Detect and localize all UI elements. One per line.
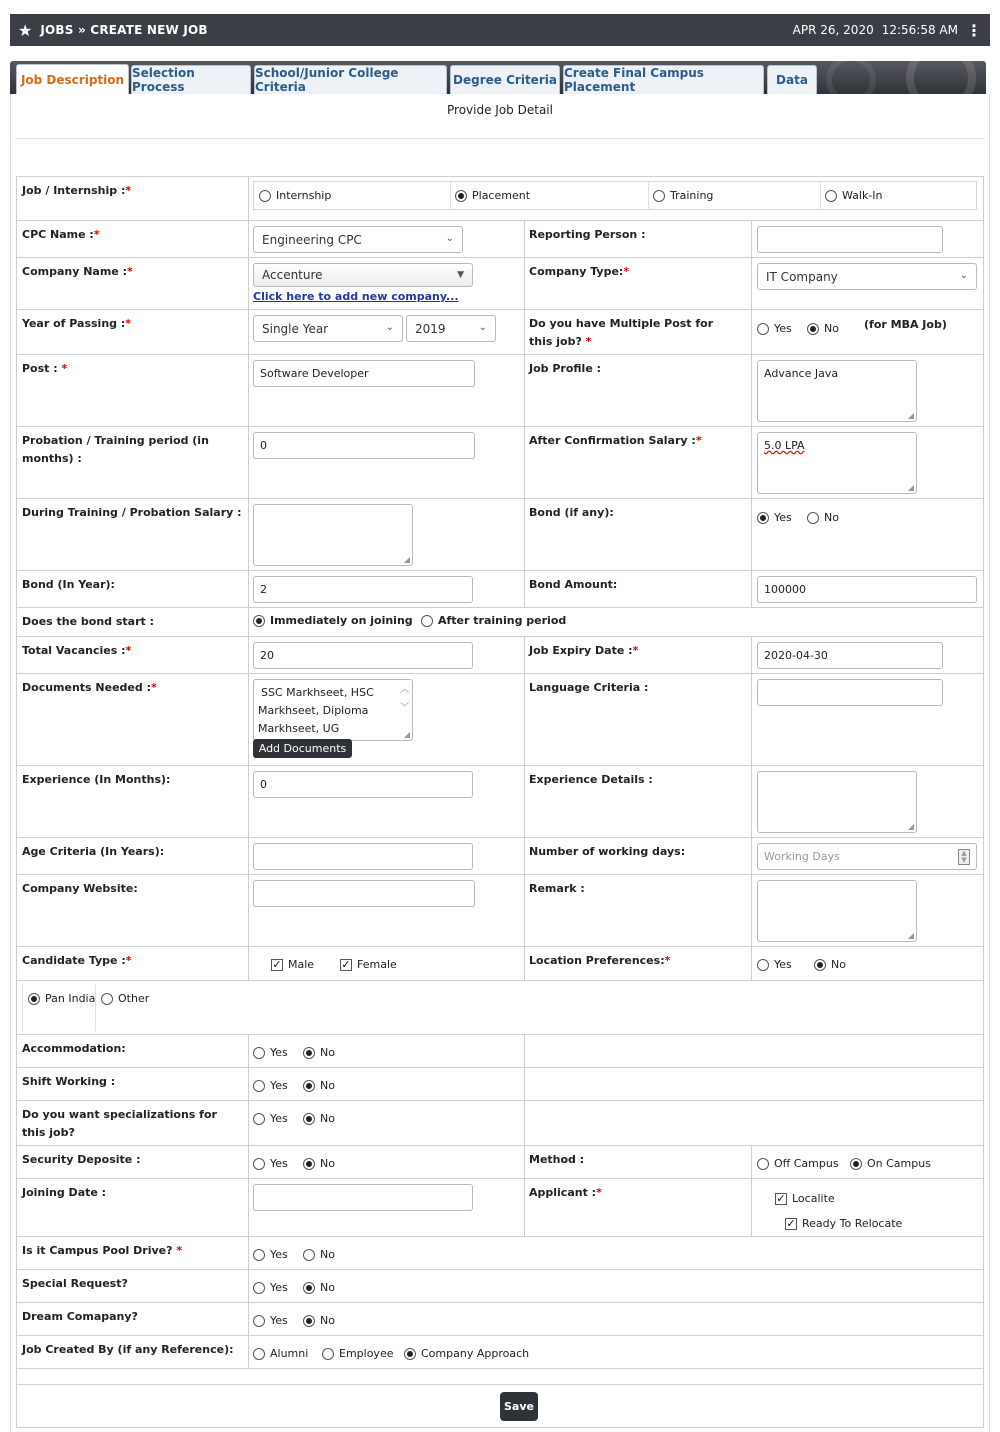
row-dream-company (17, 1303, 983, 1336)
dream-company-yes[interactable]: Yes (253, 1314, 288, 1327)
language-input[interactable] (757, 679, 943, 706)
row-spacer (17, 1369, 983, 1385)
page-title: JOBS » CREATE NEW JOB (40, 23, 208, 37)
radio-icon (101, 993, 113, 1005)
row-post: Post : * Software Developer Job Profile : Advance Java ◢ (17, 355, 983, 427)
radio-icon (807, 323, 819, 335)
spinner-icon[interactable]: ▲ ▼ (958, 849, 970, 865)
probation-input[interactable]: 0 (253, 432, 475, 459)
shift-label: Shift Working : (22, 1075, 116, 1088)
bond-label: Bond (if any): (529, 506, 614, 519)
resize-grip-icon: ◢ (403, 730, 410, 739)
row-shift (17, 1068, 983, 1101)
decor-ring (906, 61, 976, 94)
shift-yes[interactable]: Yes (253, 1079, 288, 1092)
method-off-campus[interactable]: Off Campus (757, 1157, 839, 1170)
header-time: 12:56:58 AM (881, 23, 958, 37)
scroll-down-icon[interactable]: ﹀ (399, 703, 409, 713)
location-pref-yes[interactable]: Yes (757, 958, 792, 971)
bond-years-input[interactable]: 2 (253, 576, 473, 603)
radio-icon (253, 1080, 265, 1092)
checkbox-ready-to-relocate[interactable]: ✓ Ready To Relocate (786, 1216, 903, 1230)
required-mark: * (125, 184, 132, 197)
document-line: Markhseet, UG (258, 722, 340, 735)
experience-details-label: Experience Details : (529, 773, 653, 786)
radio-icon (757, 323, 769, 335)
chevron-down-icon: ⌄ (478, 322, 487, 333)
row-joining: Joining Date : Applicant :* ✓ Localite ✓ Ready To Relocate (17, 1179, 983, 1237)
radio-icon (303, 1047, 315, 1059)
radio-pan-india[interactable]: Pan India (28, 992, 95, 1005)
special-request-no[interactable]: No (303, 1281, 335, 1294)
bond-amount-input[interactable]: 100000 (757, 576, 977, 603)
company-type-select[interactable]: IT Company ⌄ (757, 263, 977, 290)
remark-label: Remark : (529, 882, 585, 895)
row-campus-pool: Is it Campus Pool Drive? * Yes No (17, 1237, 983, 1270)
multiple-post-no[interactable]: No (807, 322, 839, 335)
specializations-yes[interactable]: Yes (253, 1112, 288, 1125)
specializations-no[interactable]: No (303, 1112, 335, 1125)
job-form (16, 176, 984, 1428)
divider (15, 138, 985, 139)
training-salary-textarea[interactable] (253, 504, 413, 566)
documents-list[interactable] (253, 679, 413, 741)
tab-job-description[interactable]: Job Description (16, 64, 129, 94)
radio-icon (807, 512, 819, 524)
mba-note: (for MBA Job) (864, 318, 947, 331)
resize-grip-icon: ◢ (907, 483, 914, 492)
radio-training[interactable]: Training (653, 189, 713, 202)
row-special-request (17, 1270, 983, 1303)
resize-grip-icon: ◢ (907, 822, 914, 831)
age-label: Age Criteria (In Years): (22, 845, 165, 858)
radio-icon (253, 1348, 265, 1360)
tab-selection-process[interactable]: Selection Process (131, 65, 251, 94)
vacancies-label: Total Vacancies : (22, 644, 126, 657)
radio-icon (455, 190, 467, 202)
year-select[interactable]: 2019 ⌄ (406, 315, 496, 342)
specializations-label: Do you want specializations for this job? (22, 1108, 217, 1139)
vacancies-input[interactable]: 20 (253, 642, 473, 669)
radio-icon (653, 190, 665, 202)
campus-pool-no[interactable]: No (303, 1248, 335, 1261)
year-mode-select[interactable]: Single Year ⌄ (253, 315, 403, 342)
radio-icon (303, 1249, 315, 1261)
row-probation: Probation / Training period (in months) : 0 After Confirmation Salary :* 5.0 LPA ◢ (17, 427, 983, 499)
security-label: Security Deposite : (22, 1153, 141, 1166)
row-website (17, 875, 983, 947)
kebab-menu-icon[interactable]: ⋮ (966, 20, 982, 40)
save-button[interactable]: Save (500, 1392, 538, 1421)
row-specializations (17, 1101, 983, 1146)
bond-amount-label: Bond Amount: (529, 578, 618, 591)
row-experience (17, 766, 983, 838)
multiple-post-label: Do you have Multiple Post for this job? (529, 317, 714, 348)
chevron-down-icon: ▼ (457, 270, 464, 280)
company-name-label: Company Name : (22, 265, 127, 278)
bond-years-label: Bond (In Year): (22, 578, 115, 591)
chevron-down-icon: ⌄ (445, 233, 454, 244)
dream-company-label: Dream Comapany? (22, 1310, 138, 1323)
chevron-down-icon: ⌄ (959, 270, 968, 281)
row-age (17, 838, 983, 875)
documents-label: Documents Needed : (22, 681, 151, 694)
radio-other[interactable]: Other (101, 992, 149, 1005)
radio-icon (303, 1282, 315, 1294)
row-job-type (17, 177, 983, 221)
radio-icon (253, 1282, 265, 1294)
radio-walk-in[interactable]: Walk-In (825, 189, 883, 202)
working-days-input[interactable]: Working Days ▲ ▼ (757, 843, 977, 870)
add-company-link[interactable]: Click here to add new company... (253, 290, 459, 303)
expiry-label: Job Expiry Date : (529, 644, 633, 657)
cpc-name-label: CPC Name : (22, 228, 94, 241)
resize-grip-icon: ◢ (907, 411, 914, 420)
document-line: SSC Markhseet, HSC (261, 686, 374, 699)
radio-placement[interactable]: Placement (455, 189, 530, 202)
radio-icon (253, 1047, 265, 1059)
document-line: Markhseet, Diploma (258, 704, 369, 717)
checkmark-icon: ✓ (341, 957, 351, 971)
checkmark-icon: ✓ (776, 1191, 786, 1205)
tab-school-criteria[interactable]: School/Junior College Criteria (254, 65, 447, 94)
campus-pool-label: Is it Campus Pool Drive? (22, 1244, 173, 1257)
chevron-down-icon: ⌄ (385, 322, 394, 333)
row-company: Company Name :* Accenture ▼ Click here to add new company... Company Type:* IT Company ⌄ (17, 258, 983, 310)
checkmark-icon: ✓ (786, 1216, 796, 1230)
bond-yes[interactable]: Yes (757, 511, 792, 524)
campus-pool-yes[interactable]: Yes (253, 1248, 288, 1261)
row-save (17, 1385, 983, 1428)
multiple-post-yes[interactable]: Yes (757, 322, 792, 335)
joining-date-label: Joining Date : (22, 1186, 107, 1199)
row-location-scope (17, 981, 983, 1035)
salary-textarea[interactable]: 5.0 LPA ◢ (757, 432, 917, 494)
row-year-passing: Year of Passing :* Single Year ⌄ 2019 ⌄ Do you have Multiple Post for this job? * Yes No (for MBA Job) (17, 310, 983, 355)
tab-data[interactable]: Data (767, 65, 817, 94)
tab-bar (10, 61, 986, 94)
working-days-label: Number of working days: (529, 845, 686, 858)
radio-icon (421, 615, 433, 627)
radio-icon (253, 615, 265, 627)
company-name-select[interactable]: Accenture ▼ (253, 263, 473, 287)
cpc-name-select[interactable]: Engineering CPC ⌄ (253, 226, 463, 253)
radio-icon (404, 1348, 416, 1360)
special-request-yes[interactable]: Yes (253, 1281, 288, 1294)
website-input[interactable] (253, 880, 475, 907)
row-training-salary (17, 499, 983, 571)
radio-icon (825, 190, 837, 202)
radio-icon (303, 1113, 315, 1125)
scroll-up-icon[interactable]: ︿ (399, 685, 409, 695)
accommodation-label: Accommodation: (22, 1042, 126, 1055)
radio-icon (757, 512, 769, 524)
method-on-campus[interactable]: On Campus (850, 1157, 931, 1170)
radio-icon (253, 1249, 265, 1261)
security-yes[interactable]: Yes (253, 1157, 288, 1170)
radio-icon (850, 1158, 862, 1170)
resize-grip-icon: ◢ (403, 555, 410, 564)
form-subtitle: Provide Job Detail (447, 103, 553, 117)
row-documents: Documents Needed :* SSC Markhseet, HSC Markhseet, Diploma Markhseet, UG ︿ ﹀ ◢ Add Documents Language Criteria : (17, 674, 983, 766)
experience-details-textarea[interactable] (757, 771, 917, 833)
created-by-company-approach[interactable]: Company Approach (404, 1347, 529, 1360)
resize-grip-icon: ◢ (907, 931, 914, 940)
row-cpc: CPC Name :* Engineering CPC ⌄ Reporting Person : (17, 221, 983, 258)
language-label: Language Criteria : (529, 681, 649, 694)
created-by-label: Job Created By (if any Reference): (22, 1343, 234, 1356)
bond-start-immediate[interactable]: Immediately on joining (253, 614, 413, 627)
applicant-label: Applicant : (529, 1186, 597, 1199)
radio-icon (28, 993, 40, 1005)
tab-degree-criteria[interactable]: Degree Criteria (450, 65, 560, 94)
radio-icon (303, 1080, 315, 1092)
checkbox-localite[interactable]: ✓ Localite (776, 1191, 835, 1205)
joining-date-input[interactable] (253, 1184, 473, 1211)
job-type-label: Job / Internship : (22, 184, 126, 197)
expiry-date-input[interactable]: 2020-04-30 (757, 642, 943, 669)
reporting-person-label: Reporting Person : (529, 228, 646, 241)
year-passing-label: Year of Passing : (22, 317, 126, 330)
remark-textarea[interactable] (757, 880, 917, 942)
security-no[interactable]: No (303, 1157, 335, 1170)
dream-company-no[interactable]: No (303, 1314, 335, 1327)
post-label: Post : (22, 362, 58, 375)
tab-final-campus-placement[interactable]: Create Final Campus Placement (563, 65, 764, 94)
decor-ring (826, 61, 876, 94)
radio-icon (814, 959, 826, 971)
radio-icon (757, 1158, 769, 1170)
radio-icon (322, 1348, 334, 1360)
row-created-by (17, 1336, 983, 1369)
age-input[interactable] (253, 843, 473, 870)
bond-no[interactable]: No (807, 511, 839, 524)
bond-start-after-training[interactable]: After training period (421, 614, 566, 627)
checkmark-icon: ✓ (272, 957, 282, 971)
created-by-alumni[interactable]: Alumni (253, 1347, 308, 1360)
row-accommodation (17, 1035, 983, 1068)
method-label: Method : (529, 1153, 585, 1166)
experience-label: Experience (In Months): (22, 773, 171, 786)
job-profile-textarea[interactable]: Advance Java ◢ (757, 360, 917, 422)
page-header (10, 14, 990, 46)
row-vacancies: Total Vacancies :* 20 Job Expiry Date :* 2020-04-30 (17, 637, 983, 674)
created-by-employee[interactable]: Employee (322, 1347, 393, 1360)
shift-no[interactable]: No (303, 1079, 335, 1092)
radio-icon (259, 190, 271, 202)
location-pref-label: Location Preferences: (529, 954, 665, 967)
reporting-person-input[interactable] (757, 226, 943, 253)
job-type-group (253, 181, 977, 210)
radio-icon (253, 1158, 265, 1170)
accommodation-yes[interactable]: Yes (253, 1046, 288, 1059)
radio-icon (303, 1158, 315, 1170)
candidate-type-label: Candidate Type : (22, 954, 126, 967)
special-request-label: Special Request? (22, 1277, 128, 1290)
star-icon: ★ (18, 20, 33, 40)
job-profile-label: Job Profile : (529, 362, 602, 375)
checkbox-female[interactable]: ✓ Female (341, 957, 397, 971)
website-label: Company Website: (22, 882, 138, 895)
row-bond-start (17, 608, 983, 637)
probation-label: Probation / Training period (in months) : (22, 434, 209, 465)
company-type-label: Company Type: (529, 265, 624, 278)
add-documents-button[interactable]: Add Documents (253, 739, 352, 758)
bond-start-label: Does the bond start : (22, 615, 155, 628)
radio-icon (253, 1315, 265, 1327)
location-pref-no[interactable]: No (814, 958, 846, 971)
location-scope-group (22, 985, 148, 1031)
radio-internship[interactable]: Internship (259, 189, 331, 202)
row-bond-years (17, 571, 983, 608)
training-salary-label: During Training / Probation Salary : (22, 506, 242, 519)
post-input[interactable]: Software Developer (253, 360, 475, 387)
experience-input[interactable]: 0 (253, 771, 473, 798)
radio-icon (757, 959, 769, 971)
checkbox-male[interactable]: ✓ Male (272, 957, 315, 971)
salary-label: After Confirmation Salary : (529, 434, 696, 447)
accommodation-no[interactable]: No (303, 1046, 335, 1059)
radio-icon (303, 1315, 315, 1327)
radio-icon (253, 1113, 265, 1125)
header-date: APR 26, 2020 (792, 23, 874, 37)
row-candidate-type: Candidate Type :* ✓ Male ✓ Female Location Preferences:* Yes No (17, 947, 983, 981)
scrollbar[interactable] (398, 681, 411, 730)
row-security (17, 1146, 983, 1179)
